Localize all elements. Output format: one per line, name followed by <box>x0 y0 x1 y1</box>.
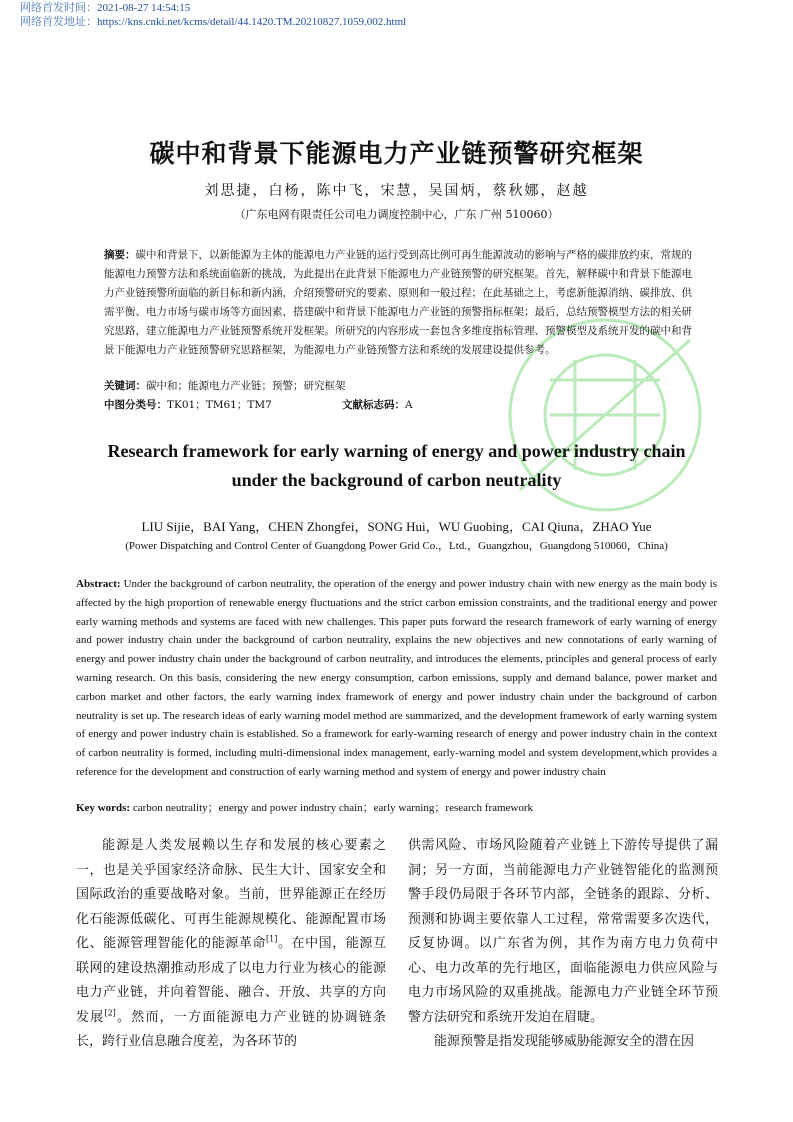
cn-title: 碳中和背景下能源电力产业链预警研究框架 <box>149 139 644 168</box>
cn-abstract-label: 摘要： <box>104 249 136 261</box>
citation-ref[interactable]: [1] <box>266 934 278 944</box>
cn-keywords <box>104 378 346 393</box>
en-authors: LIU Sijie，BAI Yang，CHEN Zhongfei，SONG Hui，WU Guobing，CAI Qiuna，ZHAO Yue <box>141 519 652 534</box>
cn-keywords-label: 关键词： <box>104 380 146 392</box>
en-abstract <box>76 575 717 782</box>
body-paragraph: 能源预警是指发现能够威胁能源安全的潜在因 <box>434 1034 695 1049</box>
cn-classification <box>104 397 664 412</box>
body-text: 能源是人类发展赖以生存和发展的核心要素之一，也是关乎国家经济命脉、民生大计、国家安全和国际政治的重要战略对象。当前，世界能源正在经历化石能源低碳化、可再生能源规模化、能源配置市场化、能源管理智能化的能源革命 <box>76 838 386 951</box>
cn-keywords-text: 碳中和；能源电力产业链；预警；研究框架 <box>146 380 346 392</box>
cn-authors: 刘思捷，白杨，陈中飞，宋慧，吴国炳，蔡秋娜，赵越 <box>204 183 589 199</box>
body-text: 。然而，一方面能源电力产业链的协调链条长，跨行业信息融合度差，为各环节的 <box>76 1009 386 1049</box>
en-abstract-label: Abstract: <box>76 578 121 590</box>
publish-time: 2021-08-27 14:54:15 <box>97 2 191 14</box>
en-title <box>0 437 793 495</box>
body-column-right <box>408 834 718 1055</box>
body-text: 。在中国，能源互联网的建设热潮推动形成了以电力行业为核心的能源电力产业链，并向着智能、融合、开放、共享的方向发展 <box>76 936 386 1025</box>
cn-affiliation: （广东电网有限责任公司电力调度控制中心，广东 广州 510060） <box>234 208 559 221</box>
en-affiliation: (Power Dispatching and Control Center of Guangdong Power Grid Co.，Ltd.，Guangzhou，Guangdong 510060，China) <box>125 540 668 552</box>
publish-time-line <box>20 2 190 14</box>
class-number-label: 中图分类号： <box>104 399 167 411</box>
document-code-label: 文献标志码： <box>342 399 405 411</box>
body-paragraph <box>76 834 386 1055</box>
en-title-line2: under the background of carbon neutrality <box>231 470 562 490</box>
en-abstract-text: Under the background of carbon neutrality, the operation of the energy and power industry chain with new energy as the main body is affected by the high proportion of renewable energy fluctuations and the strict carbon emission constraints, and the traditional energy and power early warning methods and systems are faced with new challenges. This paper puts forward the research framework of early warning of energy and power industry chain under the background of carbon neutrality, explains the new objectives and new connotations of early warning of energy and power industry chain under the background of carbon neutrality, and introduces the elements, principles and general process of early warning research. On this basis, considering the new energy consumption, carbon emissions, supply and demand balance, power market and carbon market and other factors, the early warning index framework of energy and power industry chain under the background of carbon neutrality is set up. The research ideas of early warning model method are summarized, and the development framework of early warning system of energy and power industry chain is established. So a framework for early-warning research of energy and power industry chain in the context of carbon neutrality is formed, including multi-dimensional index management, early-warning model and system development,which provides a reference for the development and construction of early warning method and system of energy and power industry chain <box>76 578 717 778</box>
en-title-line1: Research framework for early warning of energy and power industry chain <box>107 441 686 461</box>
publish-time-label: 网络首发时间： <box>20 2 97 14</box>
publish-url-line <box>20 16 406 28</box>
document-code-group <box>342 397 413 412</box>
en-keywords-label: Key words: <box>76 802 131 814</box>
en-keywords <box>76 799 717 815</box>
publish-url-label: 网络首发地址： <box>20 16 97 28</box>
document-code: A <box>405 399 413 411</box>
cn-abstract-text: 碳中和背景下，以新能源为主体的能源电力产业链的运行受到高比例可再生能源波动的影响与严格的碳排放约束，常规的能源电力预警方法和系统面临新的挑战，为此提出在此背景下能源电力产业链预警的研究框架。首先，解释碳中和背景下能源电力产业链预警所面临的新目标和新内涵，介绍预警研究的要素、原则和一般过程；在此基础之上，考虑新能源消纳、碳排放、供需平衡、电力市场与碳市场等方面因素，搭建碳中和背景下能源电力产业链的预警指标框架；最后，总结预警模型方法的相关研究思路，建立能源电力产业链预警系统开发框架。所研究的内容形成一套包含多维度指标管理、预警模型及系统开发的碳中和背景下能源电力产业链预警研究思路框架，为能源电力产业链预警方法和系统的发展建设提供参考。 <box>104 249 692 356</box>
publish-url-link[interactable]: https://kns.cnki.net/kcms/detail/44.1420.TM.20210827.1059.002.html <box>97 16 407 28</box>
class-number: TK01；TM61；TM7 <box>167 399 272 411</box>
body-paragraph: 供需风险、市场风险随着产业链上下游传导提供了漏洞；另一方面，当前能源电力产业链智能化的监测预警手段仍局限于各环节内部，全链条的跟踪、分析、预测和协调主要依靠人工过程，常常需要多次迭代，反复协调。以广东省为例，其作为南方电力负荷中心、电力改革的先行地区，面临能源电力供应风险与电力市场风险的双重挑战。能源电力产业链全环节预警方法研究和系统开发迫在眉睫。 <box>408 838 718 1025</box>
citation-ref[interactable]: [2] <box>104 1008 116 1018</box>
cn-abstract <box>104 246 692 360</box>
body-column-left <box>76 834 386 1055</box>
en-keywords-text: carbon neutrality；energy and power industry chain；early warning；research framework <box>132 802 534 814</box>
